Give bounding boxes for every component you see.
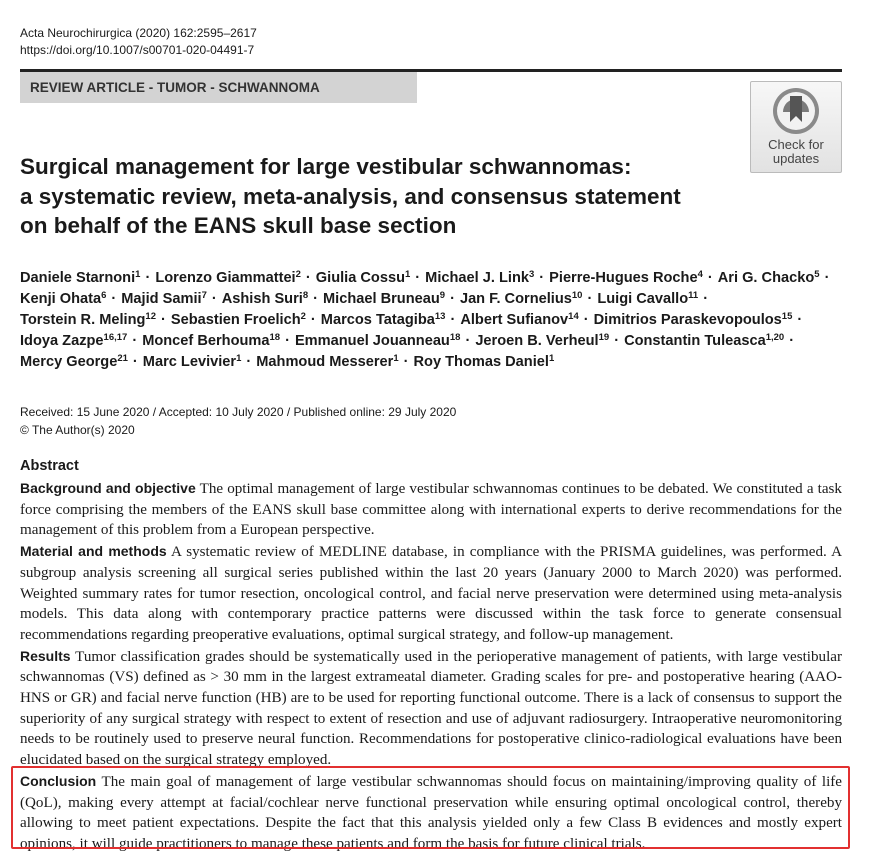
author-affiliation: 1 — [236, 353, 242, 364]
author-affiliation: 1 — [548, 353, 555, 364]
author-affiliation: 8 — [302, 290, 309, 301]
author-affiliation: 9 — [439, 290, 446, 301]
section-text: The main goal of management of large vestibular schwannomas should focus on maintaining/improving quality of life (QoL), making every attempt at facial/cochlear nerve functional preservation while ensuring optimal oncological control, thereby allowing to meet patient expectations. Despite the fact that this analysis yielded only a few Class B evidences and mostly expert opinions, it will guide practitioners to manage these patients and form the basis for future clinical trials. — [20, 773, 842, 852]
author-line — [20, 331, 850, 352]
author-affiliation: 12 — [145, 311, 156, 322]
publication-info — [20, 403, 456, 439]
conclusion-highlight-box — [11, 766, 850, 849]
author-affiliation: 1 — [393, 353, 399, 364]
author-affiliation: 10 — [571, 290, 583, 301]
author-affiliation: 11 — [688, 290, 699, 301]
author-separator: · — [797, 312, 803, 328]
author-name[interactable]: Lorenzo Giammattei — [155, 270, 296, 286]
author-separator: · — [415, 270, 421, 286]
author-affiliation: 7 — [201, 290, 207, 301]
author-name[interactable]: Moncef Berhouma — [142, 333, 270, 349]
author-affiliation: 18 — [269, 332, 281, 343]
section-label: Material and methods — [20, 543, 167, 560]
author-separator: · — [789, 333, 795, 349]
author-separator: · — [313, 291, 318, 307]
check-for-updates-button[interactable] — [750, 81, 842, 173]
abstract-background — [20, 478, 842, 541]
author-name[interactable]: Michael J. Link — [425, 270, 529, 286]
author-affiliation: 19 — [598, 332, 610, 343]
author-name[interactable]: Daniele Starnoni — [20, 270, 136, 286]
author-separator: · — [703, 291, 709, 307]
check-line2: updates — [772, 151, 820, 166]
author-separator: · — [403, 354, 409, 370]
author-affiliation: 1 — [135, 269, 141, 280]
title-line: Surgical management for large vestibular schwannomas: — [20, 154, 632, 179]
author-separator: · — [246, 354, 252, 370]
title-line: on behalf of the EANS skull base section — [20, 213, 457, 238]
doi-link[interactable]: https://doi.org/10.1007/s00701-020-04491-7 — [20, 43, 255, 57]
author-affiliation: 6 — [101, 290, 107, 301]
author-separator: · — [111, 291, 117, 307]
abstract-methods — [20, 541, 842, 646]
author-separator: · — [145, 270, 151, 286]
author-name[interactable]: Mercy George — [20, 354, 118, 370]
author-affiliation: 15 — [781, 311, 793, 322]
author-separator: · — [132, 354, 138, 370]
section-text: The optimal management of large vestibular schwannomas continues to be debated. We constituted a task force comprising the members of the EANS skull base committee along with international experts to derive recommendations for the management of this problem from a European perspective. — [20, 481, 842, 539]
author-separator: · — [450, 312, 456, 328]
author-name[interactable]: Sebastien Froelich — [170, 312, 301, 328]
author-name[interactable]: Constantin Tuleasca — [624, 333, 766, 349]
abstract-heading: Abstract — [20, 458, 79, 474]
author-name[interactable]: Kenji Ohata — [20, 291, 102, 307]
author-affiliation: 3 — [528, 269, 535, 280]
author-affiliation: 1,20 — [765, 332, 785, 343]
author-separator: · — [285, 333, 290, 349]
author-separator: · — [707, 270, 713, 286]
author-name[interactable]: Pierre-Hugues Roche — [549, 270, 698, 286]
section-label: Results — [20, 647, 71, 664]
author-affiliation: 21 — [117, 353, 128, 364]
author-affiliation: 2 — [300, 311, 306, 322]
author-name[interactable]: Ashish Suri — [221, 291, 303, 307]
section-label: Background and objective — [20, 480, 196, 496]
author-name[interactable]: Majid Samii — [121, 291, 202, 307]
copyright-notice: © The Author(s) 2020 — [20, 423, 135, 437]
author-separator: · — [132, 333, 138, 349]
author-name[interactable]: Michael Bruneau — [323, 291, 440, 307]
check-line1: Check for — [768, 137, 824, 152]
author-name[interactable]: Luigi Cavallo — [597, 291, 689, 307]
author-separator: · — [824, 270, 830, 286]
author-separator: · — [587, 291, 593, 307]
author-line — [20, 352, 850, 373]
journal-citation: Acta Neurochirurgica (2020) 162:2595–2617 — [20, 26, 257, 40]
author-separator: · — [211, 291, 217, 307]
author-affiliation: 18 — [449, 332, 461, 343]
author-affiliation: 2 — [295, 269, 301, 280]
author-line — [20, 310, 850, 331]
author-name[interactable]: Jan F. Cornelius — [459, 291, 572, 307]
author-separator: · — [539, 270, 545, 286]
author-name[interactable]: Marc Levivier — [142, 354, 237, 370]
author-affiliation: 16,17 — [103, 332, 128, 343]
author-affiliation: 5 — [814, 269, 820, 280]
author-separator: · — [465, 333, 471, 349]
section-text: A systematic review of MEDLINE database, in compliance with the PRISMA guidelines, was performed. A subgroup analysis screening all surgical series published within the last 20 years (January 2000 to March 2020) was performed. Weighted summary rates for tumor resection, oncological control, and facial nerve preservation were determined using meta-analysis models. This data along with contemporary practice patterns were discussed within the task force to generate consensual recommendations regarding preoperative evaluations, optimal surgical strategy, and follow-up management. — [20, 544, 842, 643]
author-separator: · — [305, 270, 311, 286]
author-name[interactable]: Mahmoud Messerer — [256, 354, 394, 370]
author-name[interactable]: Idoya Zazpe — [20, 333, 104, 349]
author-line — [20, 268, 850, 289]
author-name[interactable]: Giulia Cossu — [315, 270, 405, 286]
journal-header — [20, 25, 257, 59]
author-name[interactable]: Torstein R. Meling — [20, 312, 146, 328]
crossmark-icon — [771, 86, 821, 136]
author-name[interactable]: Jeroen B. Verheul — [475, 333, 599, 349]
author-list — [20, 268, 850, 373]
title-line: a systematic review, meta-analysis, and consensus statement — [20, 183, 681, 209]
author-name[interactable]: Albert Sufianov — [460, 312, 569, 328]
author-affiliation: 1 — [405, 269, 411, 280]
author-name[interactable]: Ari G. Chacko — [717, 270, 815, 286]
author-name[interactable]: Dimitrios Paraskevopoulos — [593, 312, 782, 328]
author-separator: · — [310, 312, 316, 328]
author-separator: · — [614, 333, 620, 349]
section-label: Conclusion — [20, 772, 97, 789]
author-affiliation: 14 — [568, 311, 579, 322]
author-name[interactable]: Roy Thomas Daniel — [413, 354, 549, 370]
publication-dates: Received: 15 June 2020 / Accepted: 10 July 2020 / Published online: 29 July 2020 — [20, 405, 457, 419]
author-affiliation: 4 — [697, 269, 703, 280]
author-affiliation: 13 — [434, 311, 446, 322]
author-separator: · — [450, 291, 455, 307]
author-separator: · — [160, 312, 166, 328]
author-line — [20, 289, 850, 310]
author-name[interactable]: Marcos Tatagiba — [320, 312, 435, 328]
abstract-results — [20, 646, 842, 771]
author-name[interactable]: Emmanuel Jouanneau — [294, 333, 450, 349]
article-category: REVIEW ARTICLE - TUMOR - SCHWANNOMA — [20, 72, 417, 103]
author-separator: · — [583, 312, 589, 328]
article-title — [20, 152, 681, 241]
section-text: Tumor classification grades should be systematically used in the perioperative management of patients, with large vestibular schwannomas (VS) defined as > 30 mm in the largest extrameatal diameter. Grading scales for pre- and postoperative hearing (AAO-HNS or GR) and facial nerve function (HB) are to be used for reporting functional outcome. There is a lack of consensus to support the superiority of any surgical strategy with respect to extent of resection and use of adjuvant radiosurgery. Intraoperative neuromonitoring needs to be routinely used to preserve neural function. Recommendations for postoperative clinico-radiological evaluations have been elucidated based on the surgical strategy employed. — [20, 648, 842, 769]
